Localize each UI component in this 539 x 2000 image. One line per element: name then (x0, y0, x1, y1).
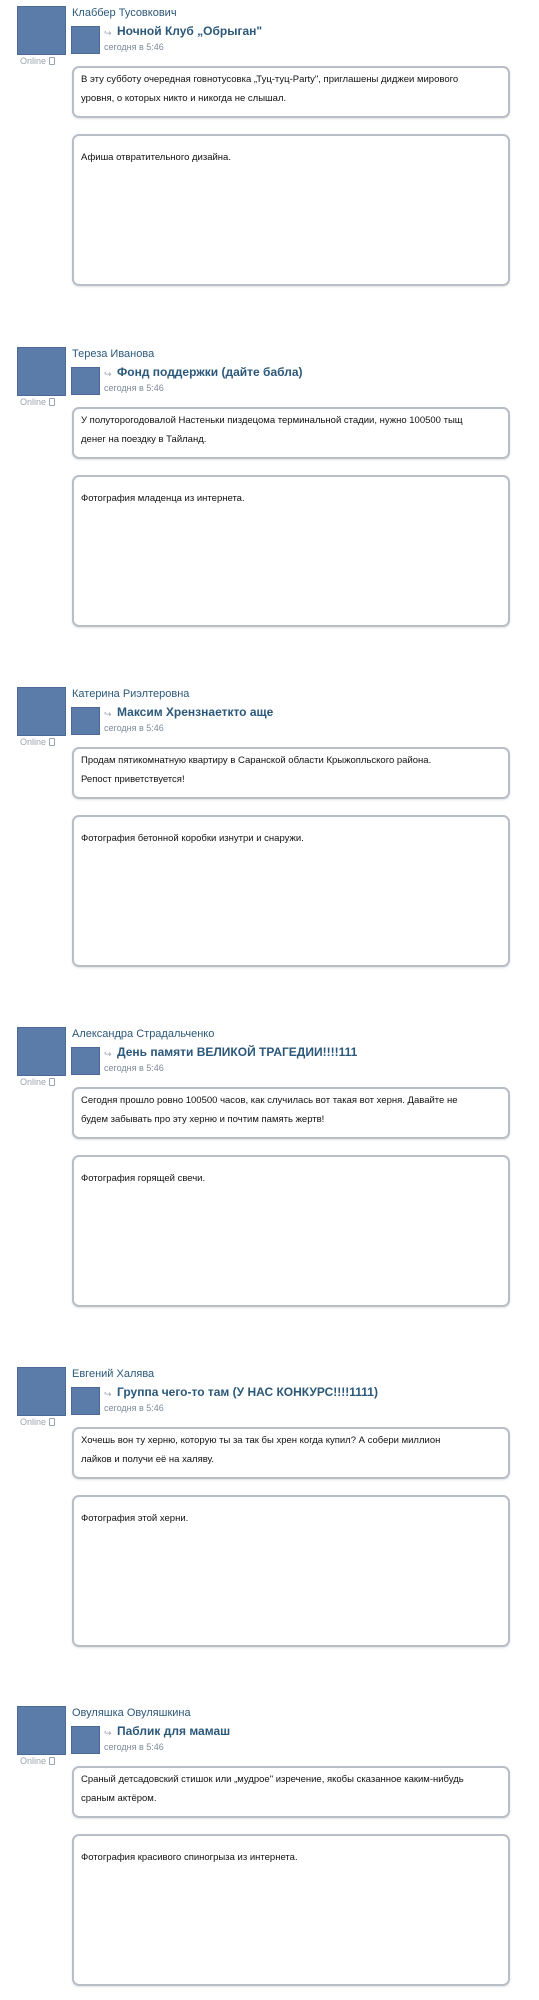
photo-caption: Фотография этой херни. (81, 1513, 189, 1524)
online-status (20, 737, 64, 747)
feed-post (0, 1700, 539, 2000)
post-text-line: уровня, о которых никто и никогда не слышал. (81, 93, 287, 104)
online-status (20, 56, 64, 66)
photo-caption: Фотография бетонной коробки изнутри и снаружи. (81, 833, 304, 844)
author-avatar[interactable] (17, 687, 66, 736)
post-text-line: будем забывать про эту херню и почтим память жертв! (81, 1114, 325, 1125)
repost-icon: ↪ (104, 369, 112, 379)
photo-caption: Фотография младенца из интернета. (81, 493, 245, 504)
post-photo-box[interactable] (72, 1495, 510, 1647)
group-avatar[interactable] (71, 1047, 100, 1075)
group-avatar[interactable] (71, 707, 100, 735)
mobile-phone-icon (49, 1078, 55, 1086)
post-text-line: лайков и получи её на халяву. (81, 1454, 214, 1465)
author-name[interactable]: Тереза Иванова (72, 348, 155, 360)
post-text-box (72, 1766, 510, 1818)
group-name[interactable]: День памяти ВЕЛИКОЙ ТРАГЕДИИ!!!!111 (117, 1045, 358, 1059)
post-time[interactable]: сегодня в 5:46 (104, 383, 164, 393)
post-text-box (72, 747, 510, 799)
group-name[interactable]: Паблик для мамаш (117, 1724, 231, 1738)
photo-caption: Фотография красивого спиногрыза из интернета. (81, 1852, 298, 1863)
online-status (20, 1756, 64, 1766)
post-time[interactable]: сегодня в 5:46 (104, 723, 164, 733)
post-text-line: У полуторогодовалой Настеньки пиздецома терминальной стадии, нужно 100500 тыщ (81, 415, 463, 426)
post-text-line: Продам пятикомнатную квартиру в Саранской области Крыжопльского района. (81, 755, 432, 766)
group-avatar[interactable] (71, 1387, 100, 1415)
post-photo-box[interactable] (72, 475, 510, 627)
repost-icon: ↪ (104, 1049, 112, 1059)
author-name[interactable]: Овуляшка Овуляшкина (72, 1707, 191, 1719)
repost-icon: ↪ (104, 28, 112, 38)
feed-post (0, 0, 539, 300)
online-label: Online (20, 1756, 47, 1766)
online-label: Online (20, 1077, 47, 1087)
post-text-box (72, 1427, 510, 1479)
online-label: Online (20, 737, 47, 747)
post-time[interactable]: сегодня в 5:46 (104, 1063, 164, 1073)
author-avatar[interactable] (17, 1706, 66, 1755)
group-name[interactable]: Максим Хрензнаеткто аще (117, 705, 274, 719)
repost-icon: ↪ (104, 709, 112, 719)
author-avatar[interactable] (17, 347, 66, 396)
author-avatar[interactable] (17, 1367, 66, 1416)
post-time[interactable]: сегодня в 5:46 (104, 1403, 164, 1413)
repost-icon: ↪ (104, 1389, 112, 1399)
author-avatar[interactable] (17, 1027, 66, 1076)
photo-caption: Афиша отвратительного дизайна. (81, 152, 231, 163)
group-avatar[interactable] (71, 1726, 100, 1754)
post-time[interactable]: сегодня в 5:46 (104, 1742, 164, 1752)
group-avatar[interactable] (71, 26, 100, 54)
author-name[interactable]: Евгений Халява (72, 1368, 155, 1380)
post-text-box (72, 1087, 510, 1139)
post-photo-box[interactable] (72, 1155, 510, 1307)
post-text-box (72, 66, 510, 118)
author-name[interactable]: Александра Страдальченко (72, 1028, 215, 1040)
mobile-phone-icon (49, 738, 55, 746)
post-photo-box[interactable] (72, 1834, 510, 1986)
post-time[interactable]: сегодня в 5:46 (104, 42, 164, 52)
photo-caption: Фотография горящей свечи. (81, 1173, 206, 1184)
post-text-line: Репост приветствуется! (81, 774, 185, 785)
mobile-phone-icon (49, 1757, 55, 1765)
repost-icon: ↪ (104, 1728, 112, 1738)
post-photo-box[interactable] (72, 815, 510, 967)
post-text-box (72, 407, 510, 459)
feed-post (0, 1361, 539, 1661)
group-avatar[interactable] (71, 367, 100, 395)
author-name[interactable]: Клаббер Тусовкович (72, 7, 177, 19)
post-text-line: Сраный детсадовский стишок или „мудрое" изречение, якобы сказанное каким-нибудь (81, 1774, 464, 1785)
online-label: Online (20, 397, 47, 407)
feed-post (0, 681, 539, 981)
online-status (20, 1077, 64, 1087)
post-photo-box[interactable] (72, 134, 510, 286)
post-text-line: сраным актёром. (81, 1793, 157, 1804)
post-text-line: Сегодня прошло ровно 100500 часов, как случилась вот такая вот херня. Давайте не (81, 1095, 458, 1106)
online-label: Online (20, 56, 47, 66)
feed-post (0, 1021, 539, 1321)
mobile-phone-icon (49, 57, 55, 65)
post-text-line: денег на поездку в Тайланд. (81, 434, 207, 445)
online-status (20, 397, 64, 407)
mobile-phone-icon (49, 398, 55, 406)
feed-post (0, 341, 539, 641)
post-text-line: В эту субботу очередная говнотусовка „Туц-туц-Party", приглашены диджеи мирового (81, 74, 459, 85)
author-name[interactable]: Катерина Риэлтеровна (72, 688, 190, 700)
mobile-phone-icon (49, 1418, 55, 1426)
online-label: Online (20, 1417, 47, 1427)
group-name[interactable]: Фонд поддержки (дайте бабла) (117, 365, 303, 379)
author-avatar[interactable] (17, 6, 66, 55)
post-text-line: Хочешь вон ту херню, которую ты за так бы хрен когда купил? А собери миллион (81, 1435, 441, 1446)
group-name[interactable]: Ночной Клуб „Обрыган" (117, 24, 263, 38)
online-status (20, 1417, 64, 1427)
group-name[interactable]: Группа чего-то там (У НАС КОНКУРС!!!!1111) (117, 1385, 378, 1399)
